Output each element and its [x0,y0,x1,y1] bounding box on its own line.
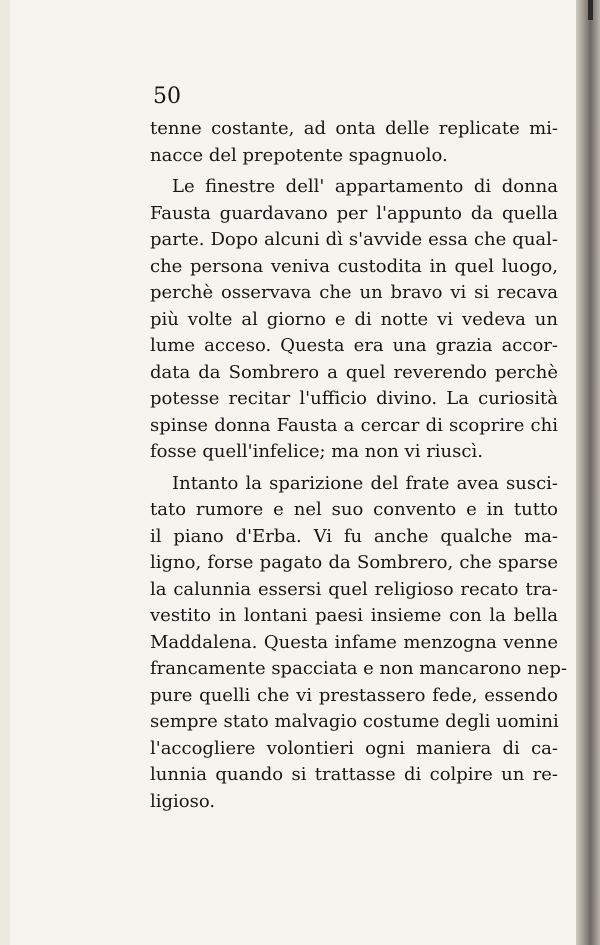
text-line: lunnia quando si trattasse di colpire un re- [150,764,558,785]
text-line: spinse donna Fausta a cercar di scoprire chi [150,414,558,436]
text-line: lume acceso. Questa era una grazia accor- [150,335,558,356]
text-line: più volte al giorno e di notte vi vedeva un [150,308,558,330]
book-spine-edge [576,0,600,945]
text-line: data da Sombrero a quel reverendo perchè [150,361,558,383]
text-line: Intanto la sparizione del frate avea susci- [172,472,558,494]
text-line: potesse recitar l'ufficio divino. La curiosità [150,388,558,409]
spine-mark [588,0,593,20]
text-line: ligno, forse pagato da Sombrero, che sparse [150,552,558,573]
text-line: vestito in lontani paesi insieme con la bella [150,605,558,626]
text-line: parte. Dopo alcuni dì s'avvide essa che qual- [150,229,558,250]
text-line: francamente spacciata e non mancarono nep- [150,658,567,679]
text-line: fosse quell'infelice; ma non vi riuscì. [150,441,483,462]
text-line: pure quelli che vi prestassero fede, essendo [150,684,558,706]
text-line: nacce del prepotente spagnuolo. [150,144,448,166]
text-line: tenne costante, ad onta delle replicate mi- [150,118,558,139]
body-text [150,116,567,815]
text-line: l'accogliere volontieri ogni maniera di ca- [150,737,558,759]
text-line: Maddalena. Questa infame menzogna venne [150,631,558,653]
text-line: che persona veniva custodita in quel luogo, [150,255,558,277]
text-line: sempre stato malvagio costume degli uomini [150,711,559,732]
text-line: il piano d'Erba. Vi fu anche qualche ma- [150,525,558,547]
text-line: ligioso. [150,790,216,812]
page-number: 50 [153,84,181,109]
text-line: la calunnia essersi quel religioso recato tra- [150,578,558,600]
text-line: Fausta guardavano per l'appunto da quella [150,202,558,224]
text-line: tato rumore e nel suo convento e in tutto [150,499,558,520]
text-line: perchè osservava che un bravo vi si recava [150,282,558,303]
text-line: Le finestre dell' appartamento di donna [172,176,558,197]
